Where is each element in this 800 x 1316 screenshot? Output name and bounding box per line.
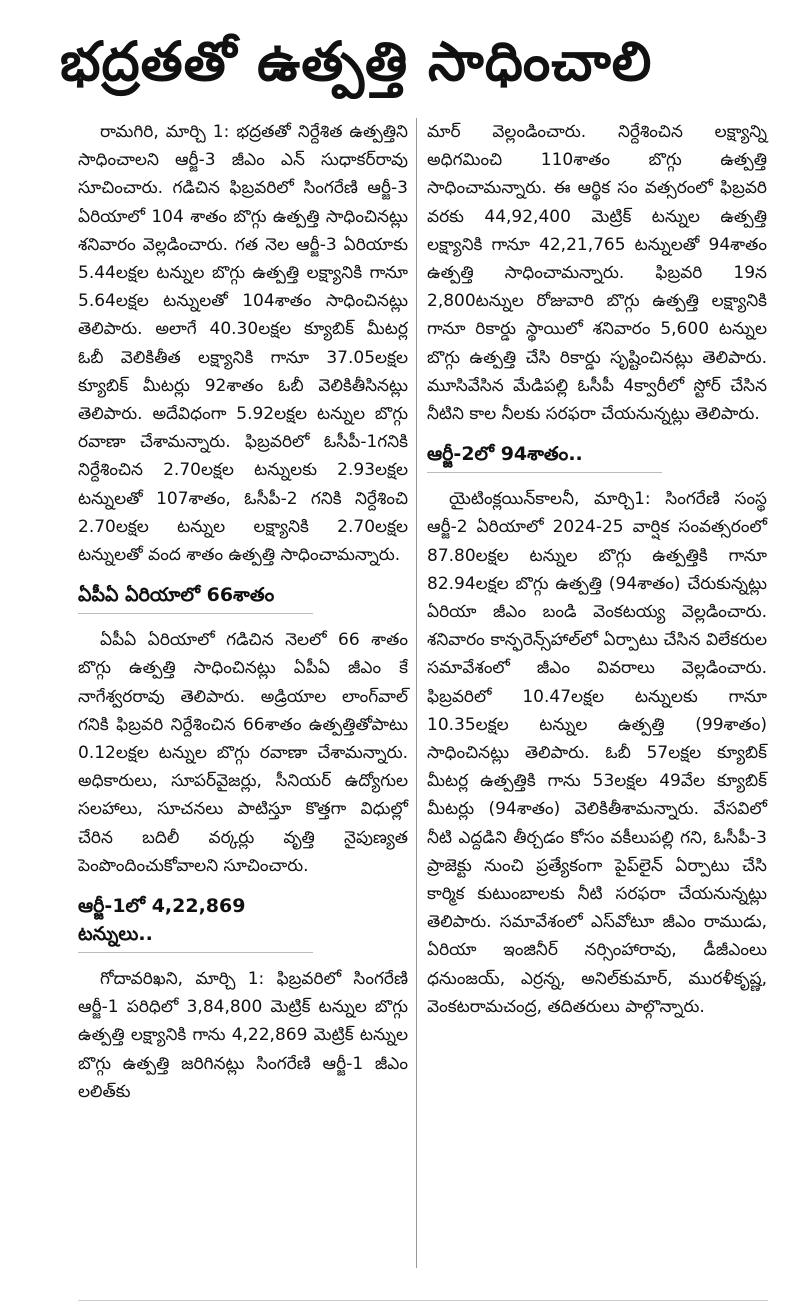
article-paragraph: ఏపీఏ ఏరియాలో గడిచిన నెలలో 66 శాతం బొగ్గు ఉత్పత్తి సాధించినట్లు ఏపీఏ జీఎం కే నాగేశ్వరరావు తెలిపారు. అడ్రియాల లాంగ్‌వాల్ గనికి ఫిబ్రవరి నిర్దేశించిన 66శాతం ఉత్పత్తితోపాటు 0.12లక్షల టన్నుల బొగ్గు రవాణా చేశామన్నారు. అధికారులు, సూపర్‌వైజర్లు, సీనియర్ ఉద్యోగుల సలహాలు, సూచనలు పాటిస్తూ కొత్తగా విధుల్లో చేరిన బదిలీ వర్కర్లు వృత్తి నైపుణ్యత పెంపొందించుకోవాలని సూచించారు.: [78, 630, 408, 876]
subheading: ఆర్జీ-2లో 94శాతం..: [427, 440, 662, 473]
article-right-column: [427, 118, 767, 1021]
article-paragraph: యైటింక్లయిన్‌కాలనీ, మార్చి1: సింగరేణి సంస్థ ఆర్జీ-2 ఏరియాలో 2024-25 వార్షిక సంవత్సరంలో 87.80లక్షల టన్నుల బొగ్గు ఉత్పత్తికి గానూ 82.94లక్షల బొగ్గు ఉత్పత్తి (94శాతం) చేరుకున్నట్లు ఏరియా జీఎం బండి వెంకటయ్య వెల్లడించారు. శనివారం కాన్ఫరెన్స్‌హాల్‌లో ఏర్పాటు చేసిన విలేకరుల సమావేశంలో జీఎం వివరాలు వెల్లడించారు. ఫిబ్రవరిలో 10.47లక్షల టన్నులకు గానూ 10.35లక్షల టన్నుల ఉత్పత్తి (99శాతం) సాధించినట్లు తెలిపారు. ఓబీ 57లక్షల క్యూబిక్ మీటర్ల ఉత్పత్తికి గాను 53లక్షల 49వేల క్యూబిక్ మీటర్లు (94శాతం) వెలికితీశామన్నారు. వేసవిలో నీటి ఎద్దడిని తీర్చడం కోసం వకీలుపల్లి గని, ఓసీపీ-3 ప్రాజెక్టు నుంచి ప్రత్యేకంగా పైప్‌లైన్ ఏర్పాటు చేసి కార్మిక కుటుంబాలకు నీటి సరఫరా చేయనున్నట్లు తెలిపారు. సమావేశంలో ఎస్‌వోటూ జీఎం రాముడు, ఏరియా ఇంజినీర్ నర్సింహారావు, డీజీఎంలు ధనుంజయ్, ఎర్రన్న, అనిల్‌కుమార్, మురళీకృష్ణ, వెంకటరామచంద్ర, తదితరులు పాల్గొన్నారు.: [427, 489, 767, 1017]
article-paragraph: మార్ వెల్లండించారు. నిర్దేశించిన లక్ష్యాన్ని అధిగమించి 110శాతం బొగ్గు ఉత్పత్తి సాధించామన్నారు. ఈ ఆర్థిక సం వత్సరంలో ఫిబ్రవరి వరకు 44,92,400 మెట్రిక్ టన్నుల ఉత్పత్తి లక్ష్యానికి గానూ 42,21,765 టన్నులతో 94శాతం ఉత్పత్తి సాధించామన్నారు. ఫిబ్రవరి 19న 2,800టన్నుల రోజువారి బొగ్గు ఉత్పత్తి లక్ష్యానికి గానూ రికార్డు స్థాయిలో శనివారం 5,600 టన్నుల బొగ్గు ఉత్పత్తి చేసి రికార్డు సృష్టించినట్లు తెలిపారు. మూసివేసిన మేడిపల్లి ఓసీపీ 4క్వారీలో స్టోర్ చేసిన నీటిని కాల నీలకు సరఫరా చేయనున్నట్లు తెలిపారు.: [427, 122, 767, 425]
article-paragraph: గోదావరిఖని, మార్చి 1: ఫిబ్రవరిలో సింగరేణి ఆర్జీ-1 పరిధిలో 3,84,800 మెట్రిక్ టన్నుల బొగ్గు ఉత్పత్తి లక్ష్యానికి గాను 4,22,869 మెట్రిక్ టన్నుల బొగ్గు ఉత్పత్తి జరిగినట్లు సింగరేణి ఆర్జీ-1 జీఎం లలిత్‌కు: [78, 969, 408, 1102]
column-divider: [416, 118, 417, 1268]
article-left-column: [78, 118, 408, 1106]
bottom-rule: [78, 1300, 768, 1301]
article-paragraph: రామగిరి, మార్చి 1: భద్రతతో నిర్దేశిత ఉత్పత్తిని సాధించాలని ఆర్జీ-3 జీఎం ఎన్ సుధాకర్‌రావు సూచించారు. గడిచిన ఫిబ్రవరిలో సింగరేణి ఆర్జీ-3 ఏరియాలో 104 శాతం బొగ్గు ఉత్పత్తి సాధించినట్లు శనివారం వెల్లడించారు. గత నెల ఆర్జీ-3 ఏరియాకు 5.44లక్షల టన్నుల బొగ్గు ఉత్పత్తి లక్ష్యానికి గానూ 5.64లక్షల టన్నులతో 104శాతం సాధించినట్లు తెలిపారు. అలాగే 40.30లక్షల క్యూబిక్ మీటర్ల ఓబీ వెలికితీత లక్ష్యానికి గానూ 37.05లక్షల క్యూబిక్ మీటర్లు 92శాతం ఓబీ వెలికితీసినట్లు తెలిపారు. అదేవిధంగా 5.92లక్షల టన్నుల బొగ్గు రవాణా చేశామన్నారు. ఫిబ్రవరిలో ఓసీపీ-1గనికి నిర్దేశించిన 2.70లక్షల టన్నులకు 2.93లక్షల టన్నులతో 107శాతం, ఓసీపీ-2 గనికి నిర్దేశించి 2.70లక్షల టన్నుల లక్ష్యానికి 2.70లక్షల టన్నులతో వంద శాతం ఉత్పత్తి సాధించామన్నారు.: [78, 122, 408, 566]
subheading: ఆర్జీ-1లో 4,22,869 టన్నులు..: [78, 892, 313, 953]
article-headline: భద్రతతో ఉత్పత్తి సాధించాలి: [60, 30, 653, 93]
subheading: ఏపీఏ ఏరియాలో 66శాతం: [78, 581, 313, 614]
